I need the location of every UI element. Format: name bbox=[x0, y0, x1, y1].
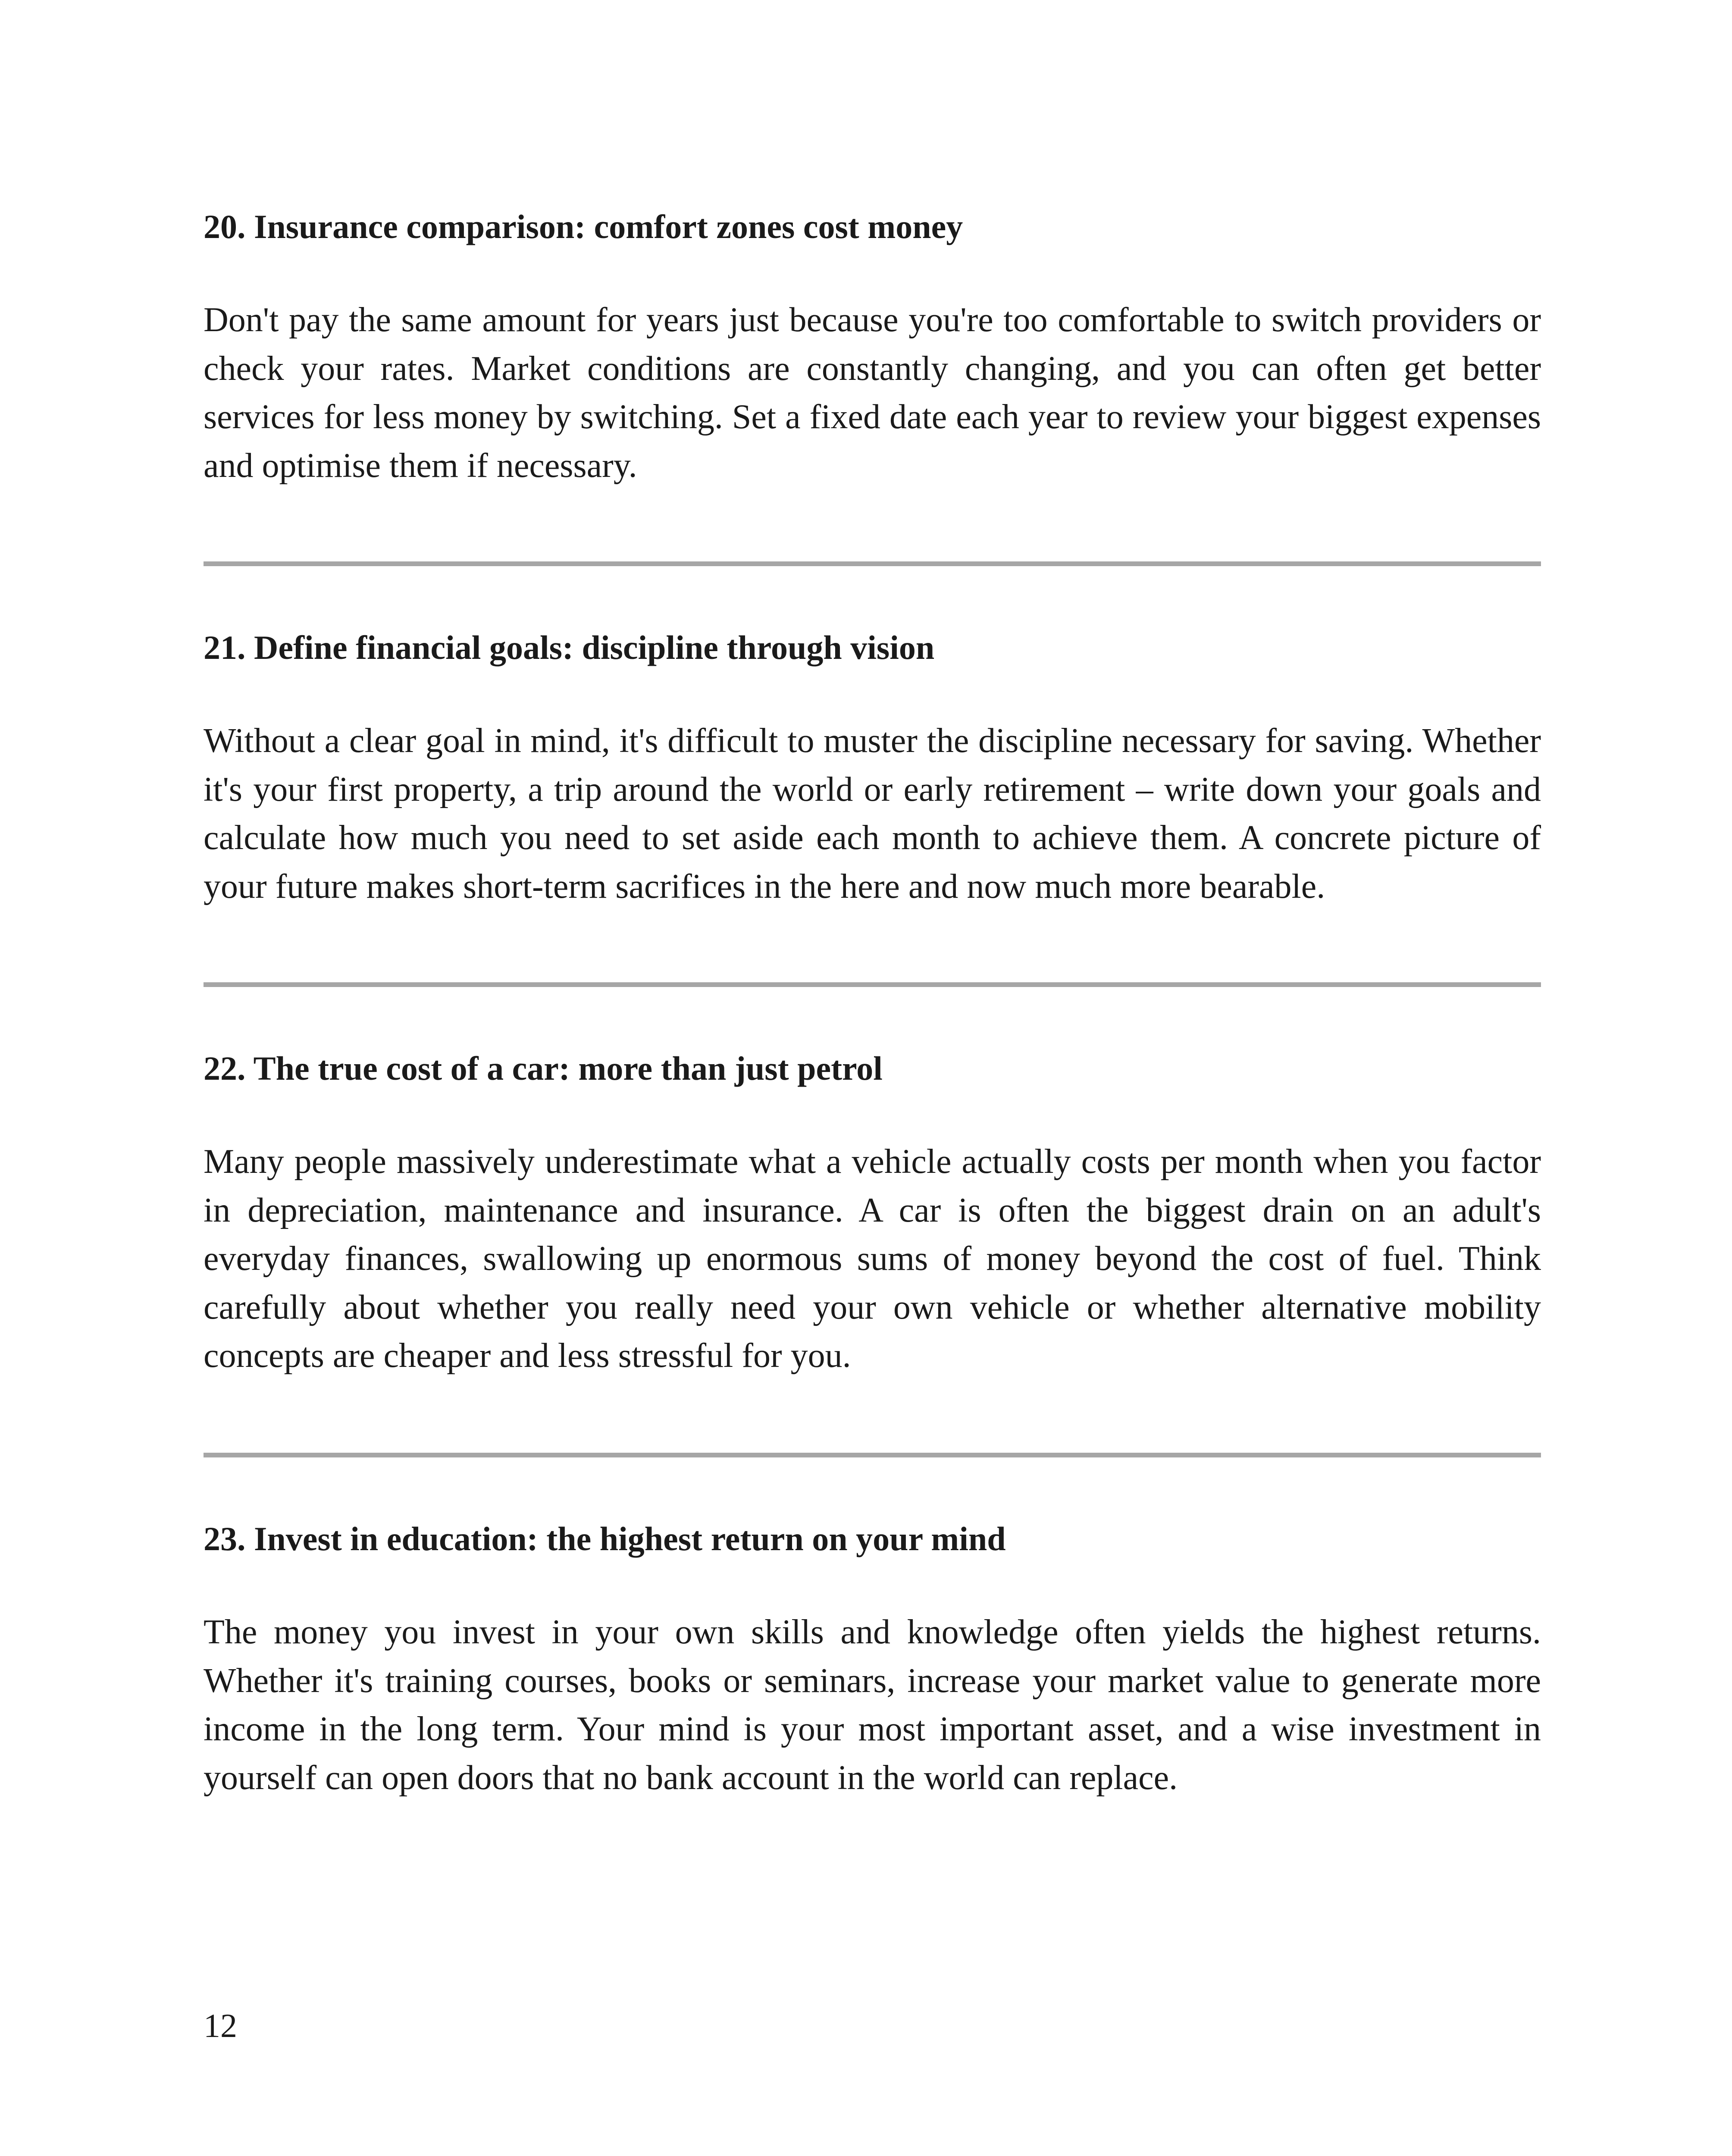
section-divider bbox=[204, 561, 1541, 566]
section-21 bbox=[204, 626, 1541, 911]
page-number: 12 bbox=[204, 2007, 237, 2044]
section-heading: 23. Invest in education: the highest return on your mind bbox=[204, 1520, 1006, 1557]
section-divider bbox=[204, 982, 1541, 987]
section-body: Many people massively underestimate what a vehicle actually costs per month when you factor in depreciation, maintenance and insurance. A car is often the biggest drain on an adult's everyday finances, swallowing up enormous sums of money beyond the cost of fuel. Think carefully about whether you really need your own vehicle or whether alternative mobility concepts are cheaper and less stressful for you. bbox=[204, 1143, 1541, 1375]
section-heading: 21. Define financial goals: discipline through vision bbox=[204, 629, 935, 666]
section-heading: 20. Insurance comparison: comfort zones cost money bbox=[204, 208, 963, 245]
section-22 bbox=[204, 1047, 1541, 1380]
section-20 bbox=[204, 205, 1541, 490]
section-23 bbox=[204, 1517, 1541, 1802]
section-divider bbox=[204, 1453, 1541, 1457]
section-heading: 22. The true cost of a car: more than just petrol bbox=[204, 1050, 883, 1087]
section-body: Without a clear goal in mind, it's difficult to muster the discipline necessary for saving. Whether it's your first property, a trip around the world or early retirement – write down your goals and calculate how much you need to set aside each month to achieve them. A concrete picture of your future makes short-term sacrifices in the here and now much more bearable. bbox=[204, 722, 1541, 906]
section-body: Don't pay the same amount for years just because you're too comfortable to switch providers or check your rates. Market conditions are constantly changing, and you can often get better services for less money by switching. Set a fixed date each year to review your biggest expenses and optimise them if necessary. bbox=[204, 301, 1541, 485]
section-body: The money you invest in your own skills and knowledge often yields the highest returns. Whether it's training courses, books or seminars, increase your market value to generate more income in the long term. Your mind is your most important asset, and a wise investment in yourself can open doors that no bank account in the world can replace. bbox=[204, 1613, 1541, 1797]
